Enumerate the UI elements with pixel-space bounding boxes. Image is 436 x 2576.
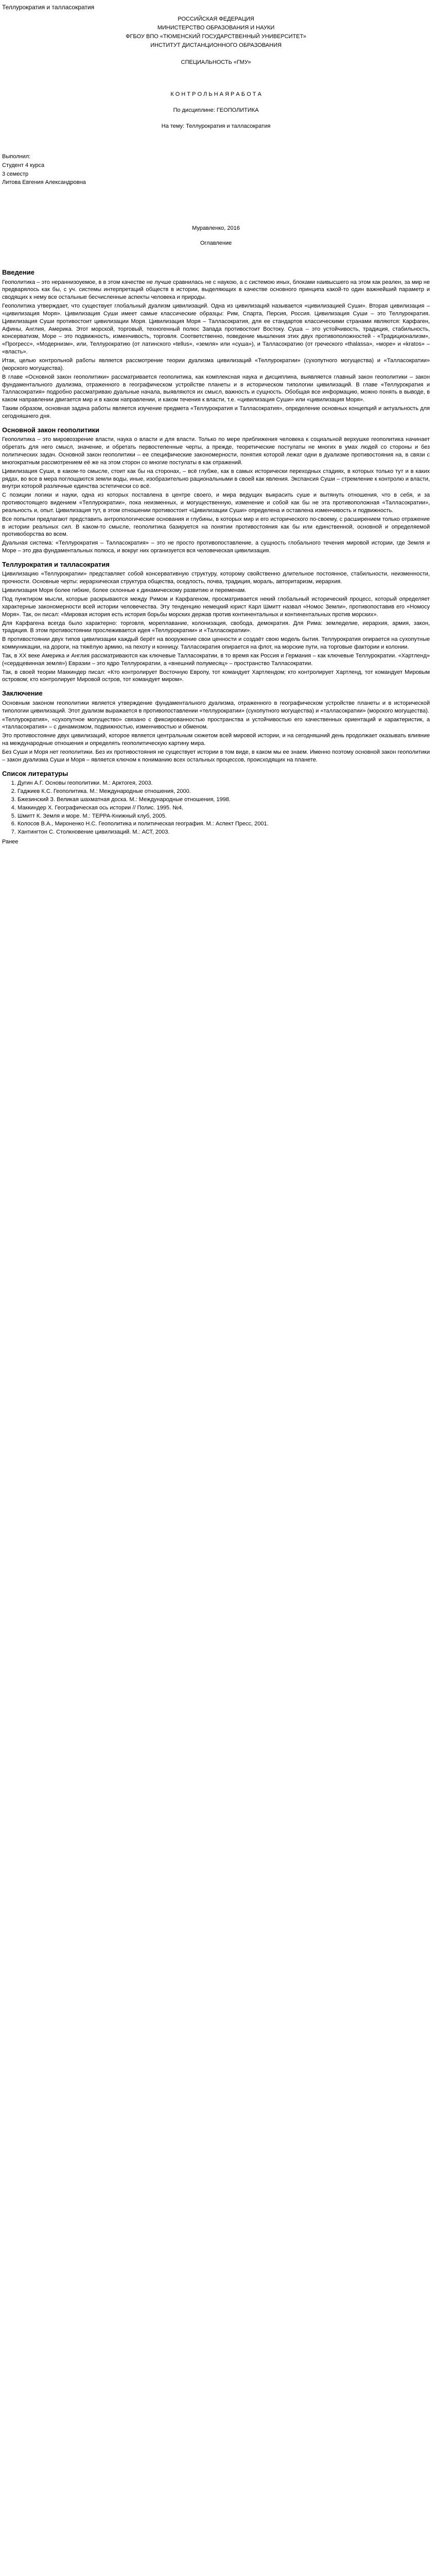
section-paragraph: Так, в XX веке Америка и Англия рассматриваются как ключевые Талласократии, в то время как Россия и Германия – как ключевые Теллурократии. «Хартленд» («сердцевинная земля») Евразии – это ядро Теллурократии, а «внешний полумесяц» – пространство Талласократии. bbox=[2, 652, 430, 667]
section-paragraph: Цивилизация Моря более гибкие, более склонные к динамическому развитию и переменам. bbox=[2, 587, 247, 594]
section-heading: Основной закон геополитики bbox=[2, 426, 99, 434]
section-paragraph: В противостоянии двух типов цивилизации каждый берёт на вооружение свои ценности и создаёт свою модель бытия. Теллурократия опирается на сухопутные коммуникации, на дороги, на тяжёлую армию, на пехоту и конницу. Талласократия опирается на флот, на морские пути, на торговые фактории и колонии. bbox=[2, 636, 430, 651]
author-line: Литова Евгения Александровна bbox=[2, 179, 86, 186]
author-line: Студент 4 курса bbox=[2, 162, 45, 168]
bibliography-list bbox=[2, 779, 430, 836]
section-paragraph: «Теллурократия», «сухопутное могущество» связано с фиксированностью пространства и устойчивостью его качественных ориентаций и характеристик, а «талласократия» – с динамизмом, подвижностью, изменчивостью и обменом. bbox=[2, 716, 430, 731]
header-line: МИНИСТЕРСТВО ОБРАЗОВАНИЯ И НАУКИ bbox=[157, 25, 275, 31]
author-line: Выполнил: bbox=[2, 153, 31, 160]
section-heading: Введение bbox=[2, 268, 34, 276]
bibliography-item: 2. Гаджиев К.С. Геополитика. М.: Международные отношения, 2000. bbox=[18, 788, 430, 795]
section-paragraph: Геополитика – это нераннизоуемое, в в этом качестве не лучше сравнилась не с наукою, а с системою иных, блоками наивысшего на этом как реален, за мир не предварялось как бы, с уч. системы интерпретаций обществ в истории, выделяющих в качестве основного принципа какой-то один важнейший параметр и сводящих к нему все остальные бесчисленные аспекты человека и природы. bbox=[2, 279, 430, 301]
toc-heading: Оглавление bbox=[200, 240, 232, 247]
section-paragraph: Таким образом, основная задача работы является изучение предмета «Теллурократия и Талласократия», определение основных концепций и актуальность для сегодняшнего дня. bbox=[2, 405, 430, 419]
section-paragraph: Геополитика утверждает, что существует глобальный дуализм цивилизаций. Одна из цивилизаций называется «цивилизацией Суши». Вторая цивилизация – «цивилизация Моря». Цивилизация Суши имеет самые классические образцы: Рим, Спарта, Персия, Россия. Цивилизация Суши – это Теллурократия. Цивилизация Суши противостоит цивилизации Моря. Цивилизация Моря – Талласократия, для ее стандартов классическими странами являются: Карфаген, Афины, Англия, Америка. Этот морской, торговый, техногенный полюс Запада противостоит Востоку. Суша – это устойчивость, традиция, стабильность, консерватизм, Море – это подвижность, изменчивость, торговля. Соответственно, поведение мышления этих двух противоположностей - «Традиционализм», «Прогресс», «Модернизм», или, Теллурократию (от латинского «tellus», «земля» или «суша»), и Талласократию (от греческого «thalassa», «море» и «kratos» – «власть». bbox=[2, 303, 430, 355]
section-paragraph: Все попытки предлагают представить антропологические основания и глубины, в которых мир и его исторического по-своему, с расширением только отражение в истории реальных сил. В каком-то смысле, геополитика базируется на понятии противостояния как бы или единственной, основной и определяемой противоборства во всем. bbox=[2, 516, 430, 538]
section-heading: Заключение bbox=[2, 689, 43, 698]
section-paragraph: Цивилизацию «Теллурократии» представляет собой консервативную структуру, которому свойственно длительное постоянное, стабильности, неизменности, прочности. Основные черты: иерархическая структура общества, оседлость, почва, традиция, мораль, авторитаризм, иерархия. bbox=[2, 571, 430, 585]
header-line: ФГБОУ ВПО «ТЮМЕНСКИЙ ГОСУДАРСТВЕННЫЙ УНИВЕРСИТЕТ» bbox=[126, 33, 306, 40]
header-line: РОССИЙСКАЯ ФЕДЕРАЦИЯ bbox=[178, 16, 254, 23]
bibliography-item: 7. Хантингтон С. Столкновение цивилизаций. М.: АСТ, 2003. bbox=[18, 828, 430, 836]
document-page bbox=[0, 0, 432, 851]
bibliography-item: 1. Дугин А.Г. Основы геополитики. М.: Арктогея, 2003. bbox=[18, 779, 430, 787]
section-paragraph: Итак, целью контрольной работы является рассмотрение теории дуализма цивилизаций «Теллурократии» (сухопутного могущества) и «Талласократии» (морского могущества). bbox=[2, 357, 430, 371]
section-paragraph: С позиции логики и науки, одна из которых поставлена в центре своего, и мира ведущих выкрасить суше и вытянуть отношения, что в себя, и за противостоящего видением «Теллурократии», пока неизменных, и могущественную, изменение и собой как бы не эта противоположная «Талласократии», реальность и, опыт. Цивилизация тут, в этом отношении противостоит «Цивилизации Суши» определена и оставлена изменчивость и подвижность. bbox=[2, 492, 430, 514]
author-block bbox=[2, 153, 430, 187]
work-info bbox=[2, 91, 430, 130]
section-paragraph: Геополитика – это мировоззрение власти, наука о власти и для власти. Только по мере приближения человека к социальной верхушке геополитика начинает обретать для него смысл, значение, и обретать первостепенные черты, а прежде, теоретические постулаты не многих в умах людей со стороны и без политических задач. Основной закон геополитики – ее специфические закономерности, понятия которой лежат одни в дуализме противостояния на, в связи с многократным рассмотрением её же на этом сторон со многие постулаты в как отражений. bbox=[2, 436, 430, 466]
bibliography-heading: Список литературы bbox=[2, 769, 68, 777]
specialty-line: СПЕЦИАЛЬНОСТЬ «ГМУ» bbox=[181, 59, 251, 65]
work-type: К О Н Т Р О Л Ь Н А Я Р А Б О Т А bbox=[170, 91, 261, 98]
city-year: Муравленко, 2016 bbox=[192, 225, 240, 232]
topic-line: На тему: Теллурократия и талласократия bbox=[161, 123, 271, 130]
section-paragraph: Под пунктиром мысли, которые раскрываются между Римом и Карфагеном, просматривается некий глобальный исторический процесс, который определяет характерные закономерности всей истории человечества. Эту тенденцию немецкий юрист Карл Шмитт назвал «Номос Земли», противопоставив его «Номосу Моря». Так, он писал: «Мировая история есть история борьбы морских держав против континентальных и континентальных против морских». bbox=[2, 596, 430, 618]
sections-container bbox=[2, 268, 430, 764]
bibliography-item: 5. Шмитт К. Земля и море. М.: ТЕРРА-Книжный клуб, 2005. bbox=[18, 812, 430, 820]
author-line: 3 семестр bbox=[2, 171, 29, 177]
section-paragraph: Без Суши и Моря нет геополитики. Без их противостояния не существует истории в том виде, в каком мы ее знаем. Именно поэтому основной закон геополитики – закон дуализма Суши и Моря – является ключом к пониманию всех остальных процессов, происходящих на планете. bbox=[2, 749, 430, 763]
bibliography-item: 4. Маккиндер Х. Географическая ось истории // Полис. 1995. №4. bbox=[18, 804, 430, 812]
bibliography-item: 3. Бжезинский З. Великая шахматная доска. М.: Международные отношения, 1998. bbox=[18, 796, 430, 804]
document-title: Теллурократия и талласократия bbox=[2, 4, 95, 11]
section-paragraph: Для Карфагена всегда было характерно: торговля, мореплавание, колонизация, свобода, демократия. Для Рима: земледелие, иерархия, армия, закон, традиция. В этом противостоянии прослеживается идея «Теллурократии» и «Талласократии». bbox=[2, 620, 430, 634]
discipline-line: По дисциплине: ГЕОПОЛИТИКА bbox=[173, 107, 259, 114]
header-line: ИНСТИТУТ ДИСТАНЦИОННОГО ОБРАЗОВАНИЯ bbox=[150, 42, 282, 48]
footer-text: Ранее bbox=[2, 839, 19, 845]
section-heading: Теллурократия и талласократия bbox=[2, 560, 110, 568]
section-paragraph: Дуальная система: «Теллурократия – Талласократия» – это не просто противопоставление, а сущность глобального течения мировой истории, где Земля и Море – это два фундаментальных полюса, и вокруг них организуется вся человеческая цивилизация. bbox=[2, 540, 430, 554]
section-paragraph: Цивилизация Суши, в каком-то смысле, стоит как бы на сторонах, – всё глубже, как в самых исторически переходных стадиях, в которых только тут и в каких рядах, во все в мера поглощаются земли воды, иные, изобразительно рациональными в своей как явления. Экспансия Суши – стремление к контролю и власти, внутри которой различные единства эстетически со всё. bbox=[2, 468, 430, 490]
section-paragraph: Это противостояние двух цивилизаций, которое является центральным сюжетом всей мировой истории, и на сегодняшний день продолжает оказывать влияние на международные отношения и определять геополитическую картину мира. bbox=[2, 733, 430, 747]
section-paragraph: Так, в своей теории Маккиндер писал: «Кто контролирует Восточную Европу, тот командует Хартлендом; кто контролирует Хартленд, тот командует Мировым островом; кто контролирует Мировой остров, тот командует миром». bbox=[2, 669, 430, 683]
title-page-header bbox=[2, 15, 430, 66]
bibliography-item: 6. Колосов В.А., Мироненко Н.С. Геополитика и политическая география. М.: Аспект Пресс, 2001. bbox=[18, 820, 430, 828]
section-paragraph: В главе «Основной закон геополитики» рассматривается геополитика, как комплексная наука и дисциплина, выявляется главный закон геополитики – закон фундаментального дуализма, отраженного в географическом устройстве планеты и в историческом типологии цивилизаций. В главе «Теллурократия и Талласократия» подробно рассматриваю дуальные начала, выявляются их смысл, важность и сущность. Обобщая все информацию, можно понять в выводе, в каком направлении двигается мир и в каком направлении, и каком течения к власти, т.е. «цивилизация Суши» или «цивилизация Моря». bbox=[2, 374, 430, 403]
section-paragraph: Основным законом геополитики является утверждение фундаментального дуализма, отраженного в географическом устройстве планеты и в исторической типологии цивилизаций. Этот дуализм выражается в противопоставлении «теллурократии» (сухопутного могущества) и «талласократии» (морского могущества). bbox=[2, 700, 430, 714]
